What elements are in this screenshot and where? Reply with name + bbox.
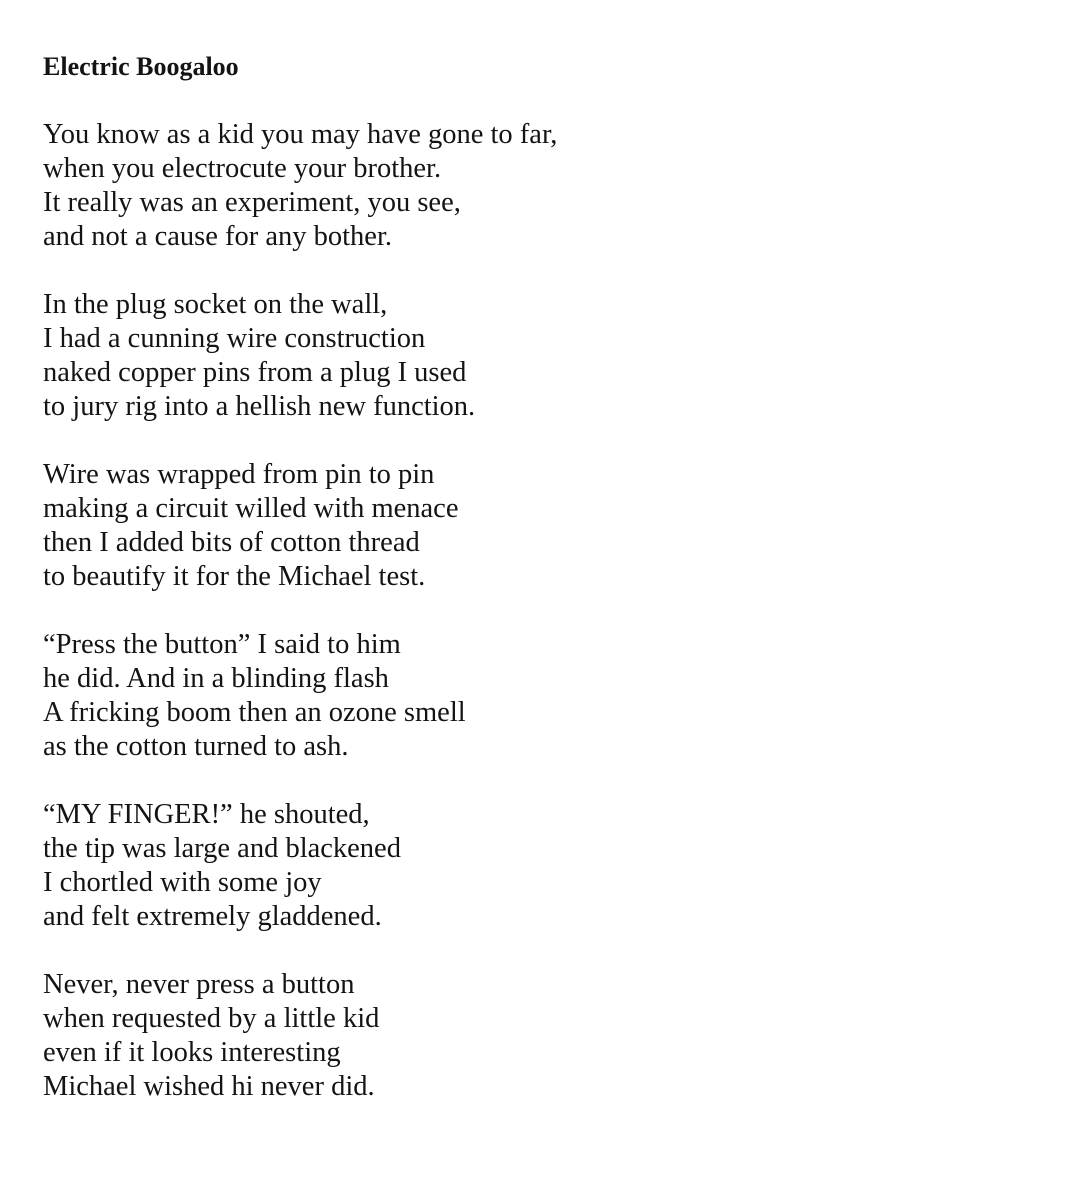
poem-line: Wire was wrapped from pin to pin xyxy=(43,459,435,490)
poem-line: making a circuit willed with menace xyxy=(43,493,459,524)
poem-line: naked copper pins from a plug I used xyxy=(43,357,467,388)
stanza-3 xyxy=(43,458,1043,594)
poem-line: In the plug socket on the wall, xyxy=(43,289,388,320)
poem-line: then I added bits of cotton thread xyxy=(43,527,420,558)
stanza-6 xyxy=(43,968,1043,1104)
poem-line: Never, never press a button xyxy=(43,969,355,1000)
poem-title: Electric Boogaloo xyxy=(43,52,239,81)
poem-line: “MY FINGER!” he shouted, xyxy=(43,799,370,830)
poem-line: even if it looks interesting xyxy=(43,1037,341,1068)
poem-line: he did. And in a blinding flash xyxy=(43,663,389,694)
poem-line: when you electrocute your brother. xyxy=(43,153,442,184)
poem-line: to jury rig into a hellish new function. xyxy=(43,391,476,422)
poem-line: A fricking boom then an ozone smell xyxy=(43,697,466,728)
poem-line: It really was an experiment, you see, xyxy=(43,187,461,218)
stanza-1 xyxy=(43,118,1043,254)
poem-line: and felt extremely gladdened. xyxy=(43,901,382,932)
poem-line: I chortled with some joy xyxy=(43,867,322,898)
poem-line: I had a cunning wire construction xyxy=(43,323,426,354)
poem-line: and not a cause for any bother. xyxy=(43,221,392,252)
poem-line: You know as a kid you may have gone to far, xyxy=(43,119,558,150)
stanza-4 xyxy=(43,628,1043,764)
poem-document xyxy=(43,50,1043,1138)
poem-line: to beautify it for the Michael test. xyxy=(43,561,426,592)
poem-line: “Press the button” I said to him xyxy=(43,629,401,660)
stanza-5 xyxy=(43,798,1043,934)
poem-line: Michael wished hi never did. xyxy=(43,1071,375,1102)
stanza-2 xyxy=(43,288,1043,424)
poem-line: the tip was large and blackened xyxy=(43,833,401,864)
poem-line: as the cotton turned to ash. xyxy=(43,731,349,762)
poem-line: when requested by a little kid xyxy=(43,1003,380,1034)
